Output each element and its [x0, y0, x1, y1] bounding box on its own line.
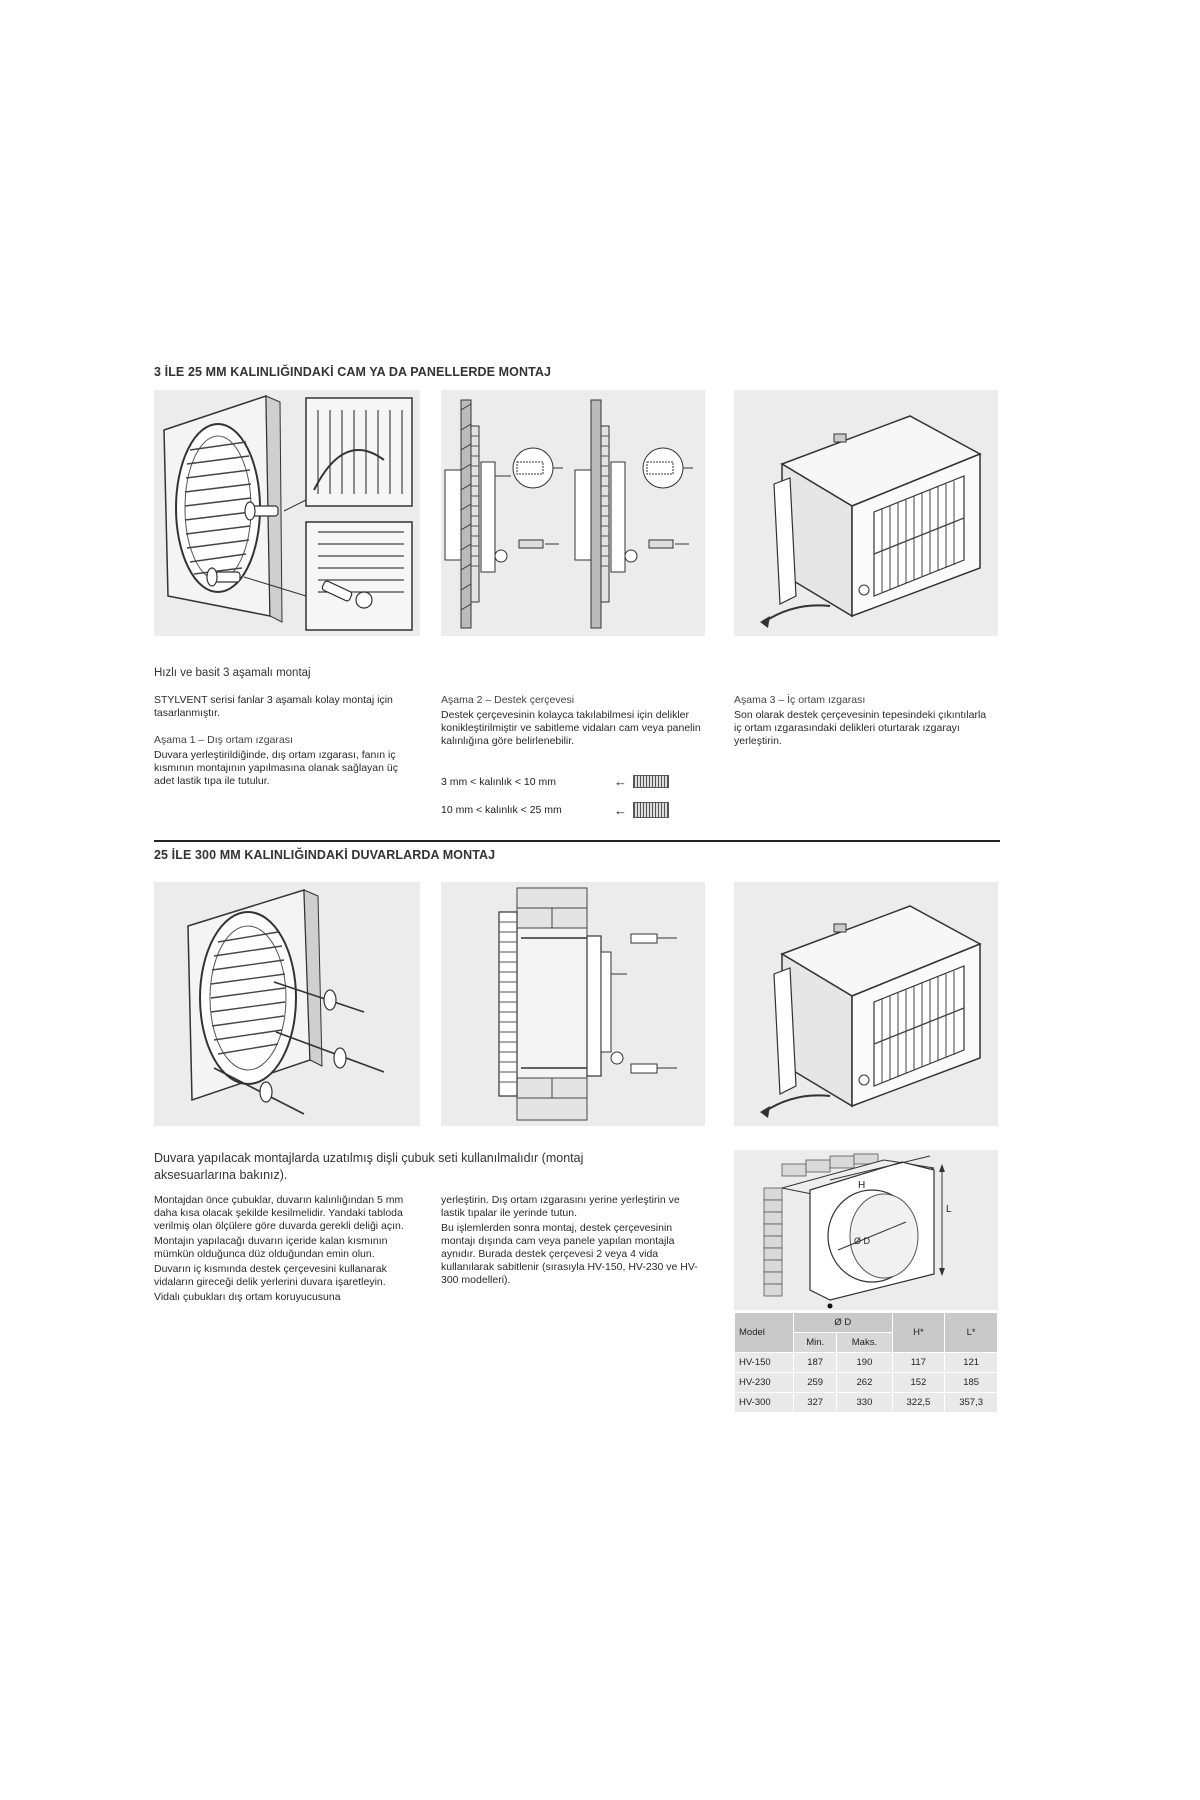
section1-column-3: [734, 694, 996, 750]
section2-column-1: [154, 1194, 416, 1306]
table-row: [735, 1393, 998, 1413]
step1-title: Aşama 1 – Dış ortam ızgarası: [154, 734, 293, 746]
cell-max: 330: [837, 1393, 892, 1413]
cell-model: HV-150: [735, 1353, 794, 1373]
section2-lead: Duvara yapılacak montajlarda uzatılmış dişli çubuk seti kullanılmalıdır (montaj aksesuarlarına bakınız).: [154, 1151, 584, 1182]
thickness-1-label: 3 mm < kalınlık < 10 mm: [441, 775, 556, 788]
cell-min: 259: [794, 1373, 837, 1393]
cell-model: HV-300: [735, 1393, 794, 1413]
header-l: L*: [945, 1313, 998, 1353]
header-model: Model: [735, 1313, 794, 1353]
wall-opening-dimension-diagram: [734, 1150, 998, 1310]
cell-l: 121: [945, 1353, 998, 1373]
cell-model: HV-230: [735, 1373, 794, 1393]
wall-text-2: Montajın yapılacağı duvarın içeride kalan kısmının mümkün olduğunca düz olduğundan emin olun.: [154, 1235, 388, 1260]
thickness-2-label: 10 mm < kalınlık < 25 mm: [441, 804, 562, 816]
intro-text: STYLVENT serisi fanlar 3 aşamalı kolay montaj için tasarlanmıştır.: [154, 694, 393, 719]
step3-title: Aşama 3 – İç ortam ızgarası: [734, 694, 866, 706]
step2-text: Destek çerçevesinin kolayca takılabilmesi için delikler konikleştirilmiştir ve sabitleme vidaları cam veya panelin kalınlığına göre belirlenebilir.: [441, 709, 701, 747]
section2-column-2: [441, 1194, 703, 1289]
wall-text-3: Duvarın iç kısmında destek çerçevesini kullanarak vidaların gireceği delik yerlerini duvara işaretleyin.: [154, 1263, 387, 1288]
l-dimension-label: L: [946, 1204, 952, 1215]
diameter-dimension-label: Ø D: [854, 1236, 871, 1246]
outer-grille-illustration: [154, 390, 420, 636]
section1-column-1: [154, 694, 416, 790]
wall-section-illustration: [441, 882, 705, 1126]
table-header-row: [735, 1313, 998, 1333]
cell-max: 262: [837, 1373, 892, 1393]
table-row: [735, 1373, 998, 1393]
h-dimension-label: H: [858, 1180, 866, 1191]
cell-l: 185: [945, 1373, 998, 1393]
short-screw-icon: [633, 775, 669, 788]
header-h: H*: [892, 1313, 945, 1353]
section1-lead: Hızlı ve basit 3 aşamalı montaj: [154, 667, 311, 679]
header-max: Maks.: [837, 1333, 892, 1353]
arrow-left-icon: ←: [614, 774, 627, 789]
cell-min: 327: [794, 1393, 837, 1413]
step2-title: Aşama 2 – Destek çerçevesi: [441, 694, 575, 706]
cell-min: 187: [794, 1353, 837, 1373]
table-row: [735, 1353, 998, 1373]
wall-text-6: Bu işlemlerden sonra montaj, destek çerçevesinin montajı dışında cam veya panele yapılan montajla aynıdır. Burada destek çerçevesi 2 veya 4 vida kullanılarak sabitlenir (sırasıyla HV-150, HV-230 ve HV-300 modelleri).: [441, 1222, 698, 1286]
thickness-row-2: [441, 802, 669, 818]
header-min: Min.: [794, 1333, 837, 1353]
arrow-left-icon: ←: [614, 802, 627, 818]
cell-h: 117: [892, 1353, 945, 1373]
dimensions-table: [734, 1312, 998, 1413]
inner-grille-fan-illustration: [734, 390, 998, 636]
cell-l: 357,3: [945, 1393, 998, 1413]
threaded-rod-grille-illustration: [154, 882, 420, 1126]
wall-text-1: Montajdan önce çubuklar, duvarın kalınlığından 5 mm daha kısa olacak şekilde kesilmelidir. Yandaki tabloda verilmiş olan ölçülere göre duvarda gerekli deliği açın.: [154, 1194, 404, 1232]
support-frame-section-illustration: [441, 390, 705, 636]
section1-column-2: [441, 694, 703, 750]
long-screw-icon: [633, 802, 669, 818]
wall-text-4: Vidalı çubukları dış ortam koruyucusuna: [154, 1291, 341, 1303]
step3-text: Son olarak destek çerçevesinin tepesindeki çıkıntılarla iç ortam ızgarasındaki delikleri oturtarak ızgarayı yerleştirin.: [734, 709, 987, 747]
step1-text: Duvara yerleştirildiğinde, dış ortam ızgarası, fanın iç kısmının montajının yapılmasına olanak sağlayan üç adet lastik tıpa ile tutulur.: [154, 749, 398, 787]
cell-h: 322,5: [892, 1393, 945, 1413]
section1-heading: 3 İLE 25 MM KALINLIĞINDAKİ CAM YA DA PANELLERDE MONTAJ: [154, 365, 552, 379]
cell-max: 190: [837, 1353, 892, 1373]
cell-h: 152: [892, 1373, 945, 1393]
thickness-row-1: [441, 774, 669, 789]
section2-heading: 25 İLE 300 MM KALINLIĞINDAKİ DUVARLARDA MONTAJ: [154, 848, 496, 862]
header-diameter: Ø D: [794, 1313, 893, 1333]
wall-fan-illustration: [734, 882, 998, 1126]
wall-text-5: yerleştirin. Dış ortam ızgarasını yerine yerleştirin ve lastik tıpalar ile yerinde tutun.: [441, 1194, 680, 1219]
section-divider: [154, 840, 1000, 842]
